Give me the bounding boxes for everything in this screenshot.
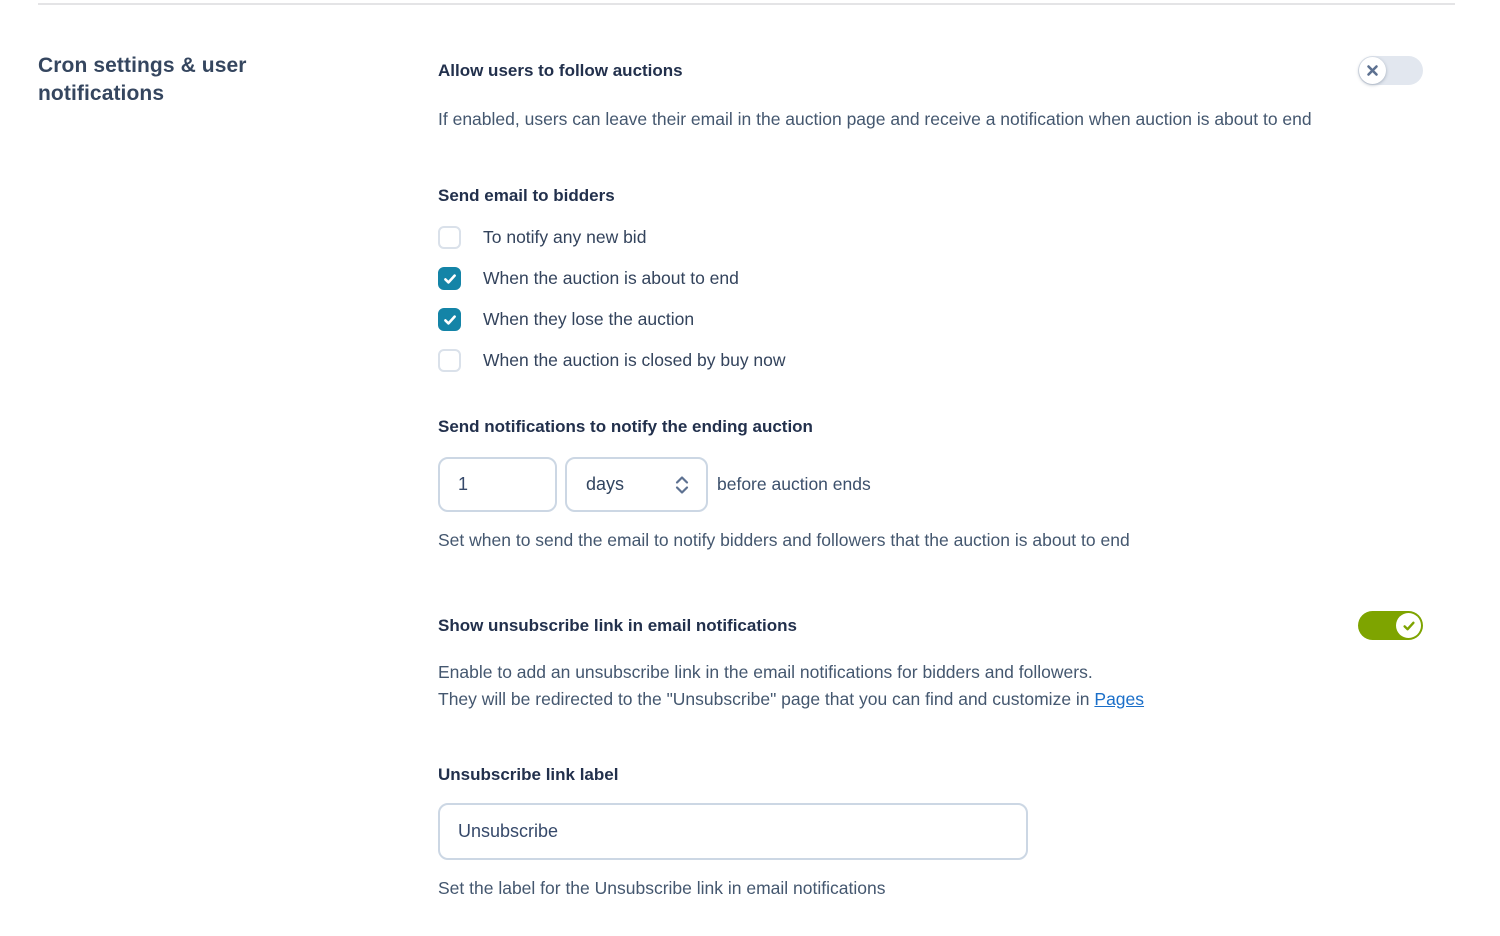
chevron-updown-icon xyxy=(673,473,691,497)
field-follow-auctions xyxy=(438,56,1462,133)
checkbox-label: When the auction is about to end xyxy=(483,268,739,288)
checkbox-row-lose-auction[interactable] xyxy=(438,308,1462,331)
ending-notification-suffix: before auction ends xyxy=(717,474,871,494)
follow-auctions-toggle[interactable] xyxy=(1358,56,1423,85)
field-unsubscribe-label xyxy=(438,764,1462,902)
unsubscribe-toggle-description xyxy=(438,659,1413,713)
follow-auctions-description: If enabled, users can leave their email in the auction page and receive a notification when auction is about to end xyxy=(438,109,1312,129)
checkbox-row-about-to-end[interactable] xyxy=(438,267,1462,290)
unsubscribe-toggle-label: Show unsubscribe link in email notifications xyxy=(438,615,797,635)
follow-auctions-label: Allow users to follow auctions xyxy=(438,60,683,80)
description-line-2 xyxy=(438,686,1413,713)
unsubscribe-label-input[interactable] xyxy=(438,803,1028,860)
checkbox-label: To notify any new bid xyxy=(483,227,647,247)
checkbox-row-closed-buy-now[interactable] xyxy=(438,349,1462,372)
unit-select[interactable] xyxy=(565,457,708,512)
section-title-column xyxy=(38,5,438,902)
checkbox-lose-auction[interactable] xyxy=(438,308,461,331)
field-unsubscribe-toggle xyxy=(438,611,1462,713)
unsubscribe-toggle[interactable] xyxy=(1358,611,1423,640)
settings-fields-column xyxy=(438,5,1462,902)
section-title: Cron settings & user notifications xyxy=(38,54,247,105)
checkbox-about-to-end[interactable] xyxy=(438,267,461,290)
checkbox-label: When the auction is closed by buy now xyxy=(483,350,786,370)
field-send-email-to-bidders xyxy=(438,185,1462,372)
notify-amount-input[interactable] xyxy=(438,457,557,512)
checkbox-row-new-bid[interactable] xyxy=(438,226,1462,249)
checkmark-icon xyxy=(443,313,457,327)
send-email-label: Send email to bidders xyxy=(438,186,615,205)
unit-select-value: days xyxy=(586,474,625,494)
checkmark-icon xyxy=(443,272,457,286)
pages-link[interactable]: Pages xyxy=(1094,689,1145,709)
ending-notification-description: Set when to send the email to notify bidders and followers that the auction is about to end xyxy=(438,530,1130,550)
toggle-knob xyxy=(1359,57,1386,84)
unsubscribe-label-description: Set the label for the Unsubscribe link in email notifications xyxy=(438,878,886,898)
checkbox-new-bid[interactable] xyxy=(438,226,461,249)
toggle-knob xyxy=(1396,613,1421,638)
checkbox-closed-buy-now[interactable] xyxy=(438,349,461,372)
description-line-2-text: They will be redirected to the "Unsubscribe" page that you can find and customize in xyxy=(438,689,1095,709)
checkbox-label: When they lose the auction xyxy=(483,309,695,329)
ending-notification-label: Send notifications to notify the ending auction xyxy=(438,417,813,436)
send-email-options xyxy=(438,226,1462,372)
description-line-1: Enable to add an unsubscribe link in the email notifications for bidders and followers. xyxy=(438,662,1093,682)
field-ending-notification xyxy=(438,416,1462,554)
check-icon xyxy=(1402,619,1416,633)
unsubscribe-label-title: Unsubscribe link label xyxy=(438,765,619,784)
x-icon xyxy=(1366,64,1379,77)
